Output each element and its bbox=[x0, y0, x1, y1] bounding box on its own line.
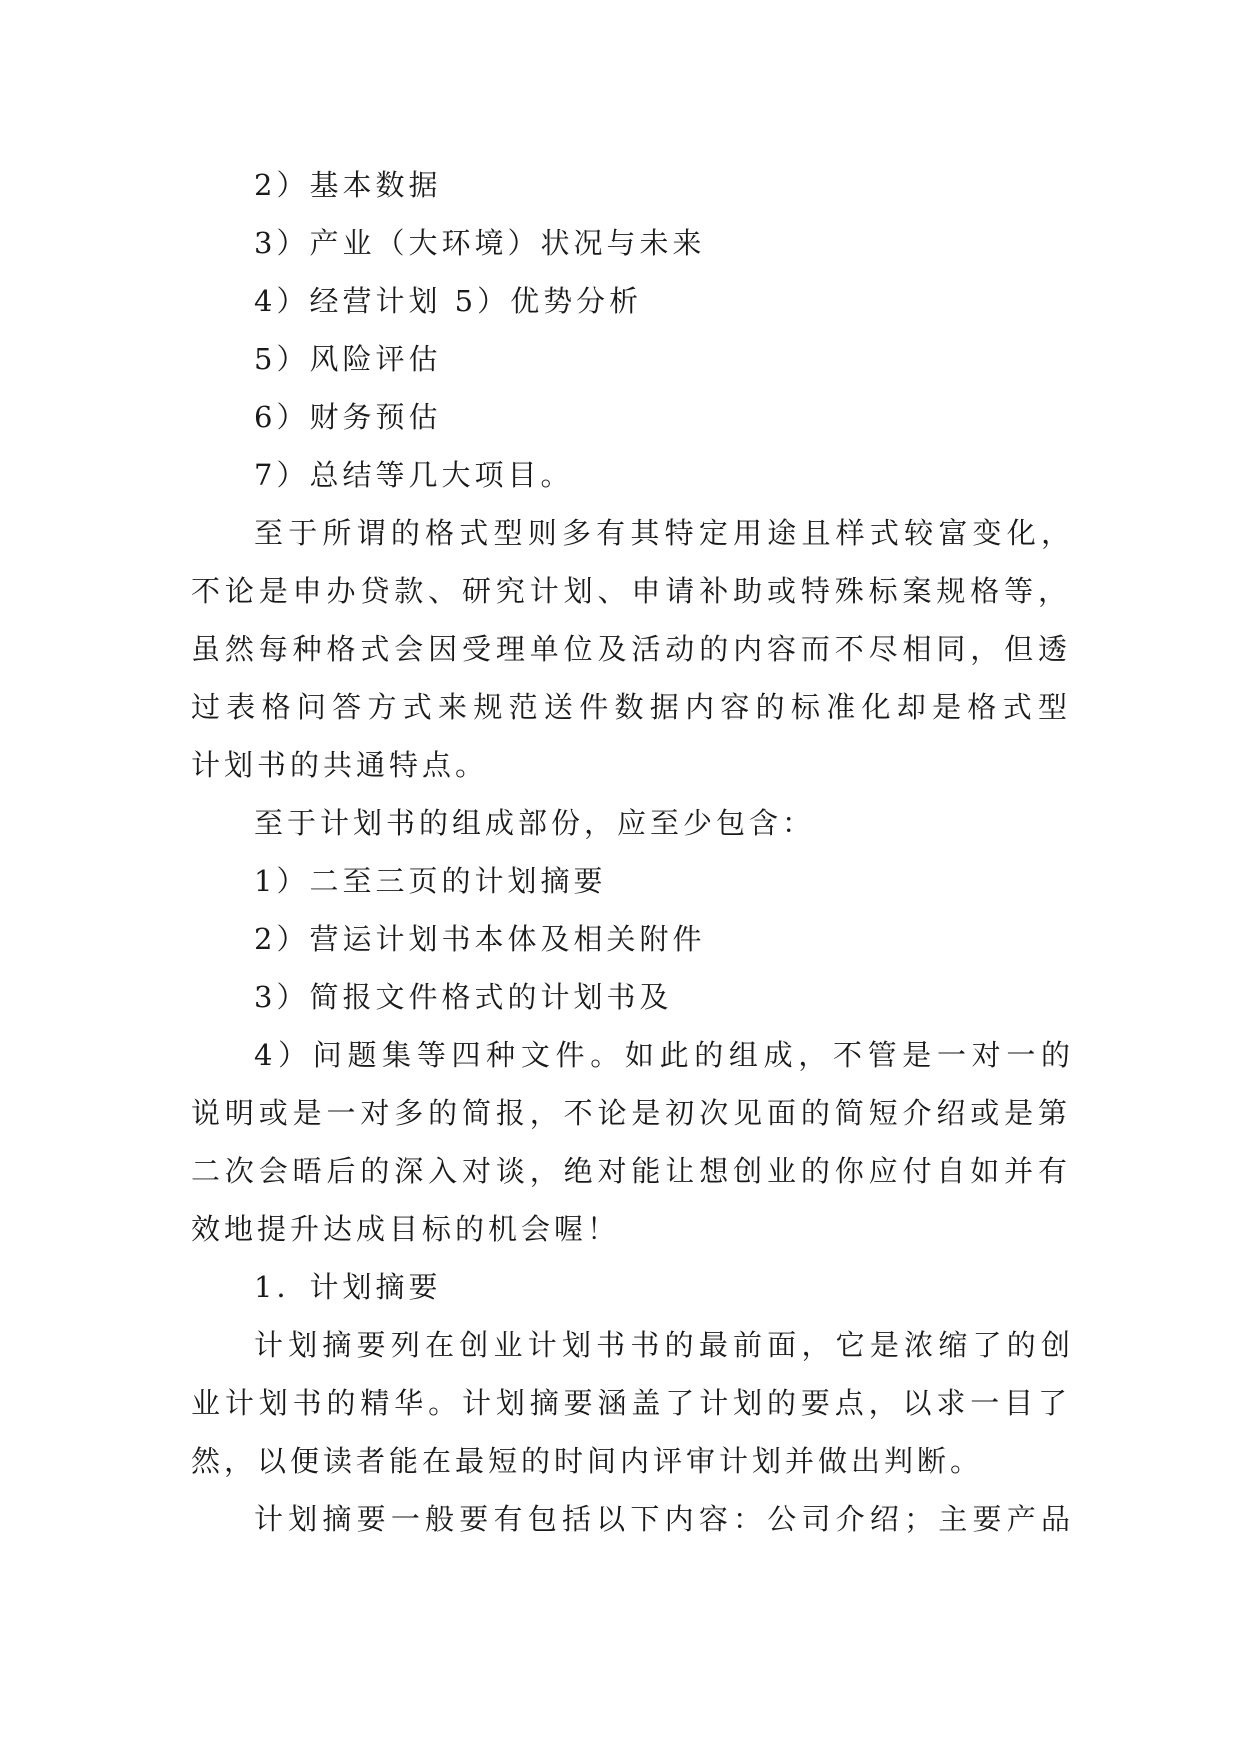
list-item-plan-body: 2）营运计划书本体及相关附件 bbox=[254, 922, 706, 956]
list-item-presentation: 3）简报文件格式的计划书及 bbox=[254, 980, 673, 1014]
paragraph-line: 业计划书的精华。计划摘要涵盖了计划的要点，以求一目了 bbox=[191, 1386, 1071, 1420]
section-heading: 1．计划摘要 bbox=[254, 1270, 442, 1304]
paragraph-line: 至于计划书的组成部份，应至少包含： bbox=[254, 806, 816, 840]
paragraph-line: 至于所谓的格式型则多有其特定用途且样式较富变化， bbox=[254, 516, 1074, 550]
list-item-financial-forecast: 6）财务预估 bbox=[254, 400, 442, 434]
paragraph-line: 然，以便读者能在最短的时间内评审计划并做出判断。 bbox=[191, 1444, 984, 1478]
paragraph-line: 效地提升达成目标的机会喔！ bbox=[191, 1212, 621, 1246]
paragraph-line: 二次会晤后的深入对谈，绝对能让想创业的你应付自如并有 bbox=[191, 1154, 1071, 1188]
list-item-basic-data: 2）基本数据 bbox=[254, 168, 442, 202]
paragraph-line: 过表格问答方式来规范送件数据内容的标准化却是格式型 bbox=[191, 690, 1071, 724]
list-item-summary: 7）总结等几大项目。 bbox=[254, 458, 574, 492]
list-item-business-plan: 4）经营计划 5）优势分析 bbox=[254, 284, 643, 318]
paragraph-line: 不论是申办贷款、研究计划、申请补助或特殊标案规格等， bbox=[191, 574, 1071, 608]
paragraph-line: 4）问题集等四种文件。如此的组成，不管是一对一的 bbox=[254, 1038, 1074, 1072]
list-item-summary-pages: 1）二至三页的计划摘要 bbox=[254, 864, 607, 898]
paragraph-line: 计划摘要列在创业计划书书的最前面，它是浓缩了的创 bbox=[254, 1328, 1074, 1362]
paragraph-line: 计划书的共通特点。 bbox=[191, 748, 489, 782]
paragraph-line: 虽然每种格式会因受理单位及活动的内容而不尽相同，但透 bbox=[191, 632, 1071, 666]
paragraph-line: 说明或是一对多的简报，不论是初次见面的简短介绍或是第 bbox=[191, 1096, 1071, 1130]
paragraph-line: 计划摘要一般要有包括以下内容：公司介绍；主要产品 bbox=[254, 1502, 1074, 1536]
list-item-industry-status: 3）产业（大环境）状况与未来 bbox=[254, 226, 706, 260]
list-item-risk-assessment: 5）风险评估 bbox=[254, 342, 442, 376]
